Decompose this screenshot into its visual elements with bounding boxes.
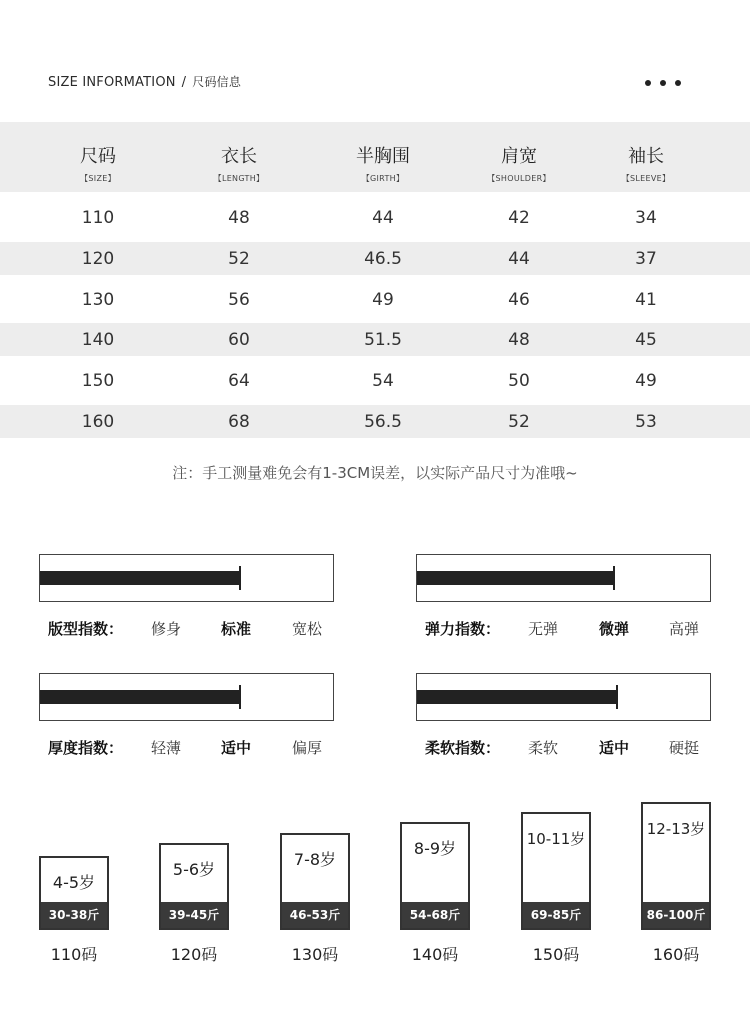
cell-shoulder: 46 <box>508 290 530 310</box>
age-box <box>159 843 229 930</box>
header-girth: 半胸围 【GIRTH】 <box>356 146 410 183</box>
age-box <box>400 822 470 930</box>
size-table-header <box>0 122 750 192</box>
page-title <box>48 73 241 90</box>
title-en: SIZE INFORMATION <box>48 75 176 90</box>
size-code: 110码 <box>50 945 98 964</box>
table-row <box>0 364 750 397</box>
cell-sleeve: 53 <box>635 412 657 432</box>
cell-shoulder: 48 <box>508 330 530 350</box>
cell-sleeve: 34 <box>635 208 657 228</box>
fit-option: 宽松 <box>292 620 323 638</box>
cell-sleeve: 37 <box>635 249 657 269</box>
softness-index-marker <box>616 685 618 709</box>
softness-option: 硬挺 <box>669 739 700 757</box>
stretch-index-label: 弹力指数： <box>425 620 501 638</box>
weight-label: 86-100斤 <box>643 902 709 928</box>
cell-length: 64 <box>228 371 250 391</box>
age-label: 4-5岁 <box>52 873 96 892</box>
cell-shoulder: 44 <box>508 249 530 269</box>
fit-index-fill <box>40 571 239 585</box>
thickness-index-fill <box>40 690 239 704</box>
thickness-index-marker <box>239 685 241 709</box>
age-box <box>521 812 591 930</box>
cell-girth: 56.5 <box>364 412 402 432</box>
cell-girth: 51.5 <box>364 330 402 350</box>
more-dots-icon <box>645 80 681 86</box>
weight-label: 30-38斤 <box>41 902 107 928</box>
thickness-index-bar <box>39 673 334 721</box>
weight-label: 54-68斤 <box>402 902 468 928</box>
cell-sleeve: 49 <box>635 371 657 391</box>
cell-shoulder: 50 <box>508 371 530 391</box>
age-label: 7-8岁 <box>293 850 337 869</box>
fit-index-label: 版型指数： <box>48 620 124 638</box>
weight-label: 46-53斤 <box>282 902 348 928</box>
fit-option: 标准 <box>221 620 252 638</box>
table-row <box>0 283 750 316</box>
size-code: 120码 <box>170 945 218 964</box>
cell-size: 120 <box>81 249 115 269</box>
cell-size: 150 <box>81 371 115 391</box>
fit-index-marker <box>239 566 241 590</box>
header-length: 衣长 【LENGTH】 <box>213 146 265 183</box>
age-label: 12-13岁 <box>646 820 706 838</box>
softness-index-fill <box>417 690 616 704</box>
title-cn: 尺码信息 <box>192 75 242 89</box>
table-row <box>0 405 750 438</box>
softness-index-bar <box>416 673 711 721</box>
fit-index-bar <box>39 554 334 602</box>
size-code: 160码 <box>652 945 700 964</box>
cell-size: 160 <box>81 412 115 432</box>
stretch-option: 高弹 <box>669 620 700 638</box>
thickness-index-label: 厚度指数： <box>48 739 124 757</box>
cell-size: 140 <box>81 330 115 350</box>
cell-girth: 49 <box>372 290 394 310</box>
size-code: 150码 <box>532 945 580 964</box>
cell-shoulder: 42 <box>508 208 530 228</box>
cell-size: 130 <box>81 290 115 310</box>
thickness-option: 适中 <box>221 739 252 757</box>
age-label: 10-11岁 <box>526 830 586 848</box>
thickness-option: 偏厚 <box>292 739 323 757</box>
stretch-option: 微弹 <box>599 620 630 638</box>
stretch-index-marker <box>613 566 615 590</box>
softness-option: 柔软 <box>528 739 559 757</box>
stretch-index-bar <box>416 554 711 602</box>
table-row <box>0 201 750 234</box>
cell-girth: 46.5 <box>364 249 402 269</box>
weight-label: 69-85斤 <box>523 902 589 928</box>
size-code: 140码 <box>411 945 459 964</box>
cell-girth: 44 <box>372 208 394 228</box>
softness-index-label: 柔软指数： <box>425 739 501 757</box>
cell-length: 60 <box>228 330 250 350</box>
table-row <box>0 323 750 356</box>
size-code: 130码 <box>291 945 339 964</box>
table-row <box>0 242 750 275</box>
thickness-option: 轻薄 <box>151 739 182 757</box>
cell-sleeve: 45 <box>635 330 657 350</box>
measurement-note: 注：手工测量难免会有1-3CM误差，以实际产品尺寸为准哦~ <box>172 464 578 482</box>
age-label: 8-9岁 <box>413 839 457 858</box>
weight-label: 39-45斤 <box>161 902 227 928</box>
cell-girth: 54 <box>372 371 394 391</box>
cell-shoulder: 52 <box>508 412 530 432</box>
header-size: 尺码 【SIZE】 <box>80 146 116 183</box>
cell-length: 56 <box>228 290 250 310</box>
fit-option: 修身 <box>151 620 182 638</box>
softness-option: 适中 <box>599 739 630 757</box>
cell-size: 110 <box>81 208 115 228</box>
age-box <box>641 802 711 930</box>
header-shoulder: 肩宽 【SHOULDER】 <box>487 146 551 183</box>
age-box <box>39 856 109 930</box>
age-label: 5-6岁 <box>172 860 216 879</box>
cell-length: 52 <box>228 249 250 269</box>
stretch-index-fill <box>417 571 613 585</box>
cell-length: 68 <box>228 412 250 432</box>
title-separator: / <box>181 75 187 90</box>
cell-sleeve: 41 <box>635 290 657 310</box>
age-box <box>280 833 350 930</box>
header-sleeve: 袖长 【SLEEVE】 <box>621 146 671 183</box>
stretch-option: 无弹 <box>528 620 559 638</box>
cell-length: 48 <box>228 208 250 228</box>
